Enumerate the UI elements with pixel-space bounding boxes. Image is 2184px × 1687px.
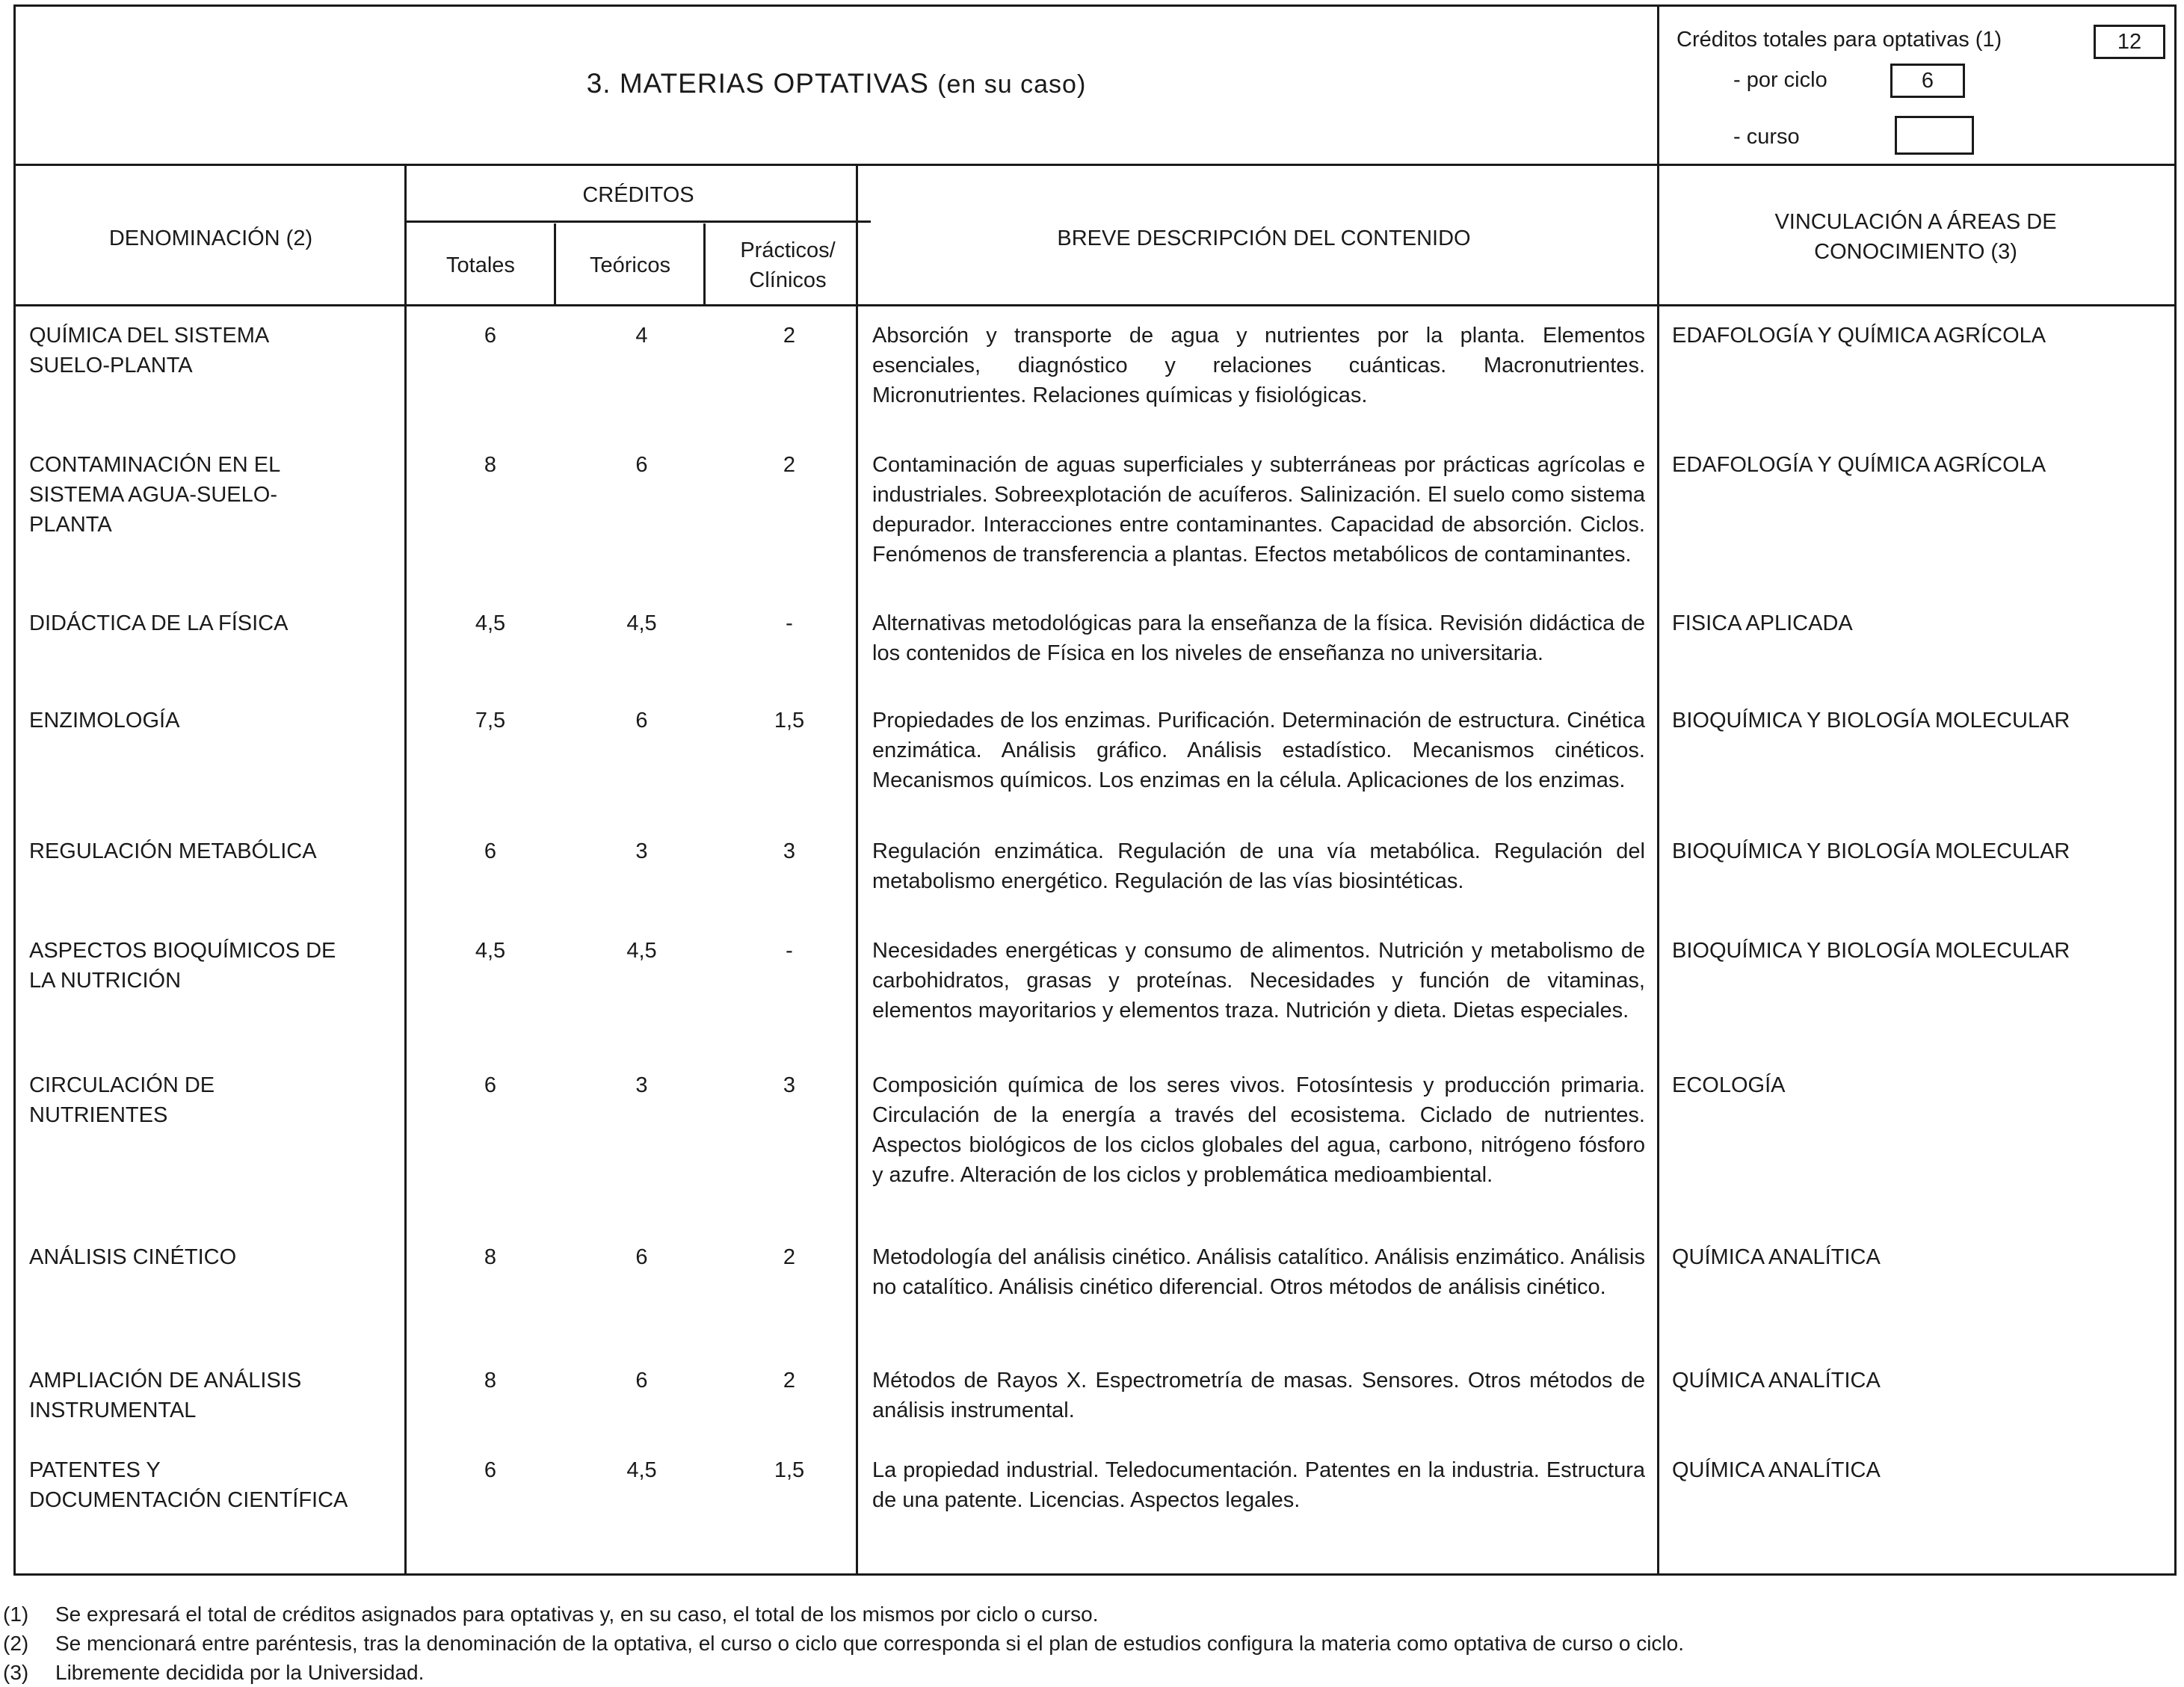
section-header [16, 7, 2174, 166]
col-theory-header: Teóricos [590, 253, 670, 277]
subject-name-line: NUTRIENTES [29, 1103, 168, 1127]
credits-practice: 1,5 [774, 709, 805, 733]
credits-theory: 4 [635, 324, 648, 348]
credits-theory: 3 [635, 839, 648, 863]
col-area-header-line1: VINCULACIÓN A ÁREAS DE [1774, 210, 2057, 234]
subject-description: Contaminación de aguas superficiales y subterráneas por prácticas agrícolas e industriales. Sobreexplotación de acuíferos. Salinización. El suelo como sistema depurador. Interacciones entre contaminantes. Capacidad de absorción. Ciclos. Fenómenos de transferencia a plantas. Efectos metabólicos de contaminantes. [872, 453, 1645, 567]
subject-name-line: SISTEMA AGUA-SUELO- [29, 483, 277, 507]
footnote-1-mark: (1) [3, 1603, 29, 1626]
subject-name-line: REGULACIÓN METABÓLICA [29, 839, 317, 863]
credits-total: 6 [484, 1458, 497, 1482]
credits-practice: 2 [783, 453, 796, 477]
credits-total: 4,5 [475, 939, 506, 963]
subject-name [29, 321, 403, 380]
credits-theory: 4,5 [626, 939, 657, 963]
credits-total: 6 [484, 839, 497, 863]
col-rule-description [1657, 164, 1659, 1573]
subject-name-line: AMPLIACIÓN DE ANÁLISIS [29, 1369, 302, 1393]
footnotes [3, 1600, 2171, 1687]
knowledge-area: BIOQUÍMICA Y BIOLOGÍA MOLECULAR [1672, 709, 2070, 733]
subject-name-line: LA NUTRICIÓN [29, 969, 182, 993]
total-credits-box: 12 [2094, 25, 2165, 59]
subject-name [29, 608, 403, 638]
footnote-3-mark: (3) [3, 1661, 29, 1684]
subject-name [29, 836, 403, 866]
footnote-1-text: Se expresará el total de créditos asignados para optativas y, en su caso, el total de los mismos por ciclo o curso. [55, 1603, 1099, 1626]
credits-total: 6 [484, 1073, 497, 1097]
subject-name-line: ASPECTOS BIOQUÍMICOS DE [29, 939, 336, 963]
per-cycle-label: - por ciclo [1733, 68, 1827, 92]
knowledge-area: FISICA APLICADA [1672, 611, 1853, 635]
credits-practice: 2 [783, 324, 796, 348]
subject-name-line: DIDÁCTICA DE LA FÍSICA [29, 611, 289, 635]
col-description-header: BREVE DESCRIPCIÓN DEL CONTENIDO [1057, 226, 1471, 250]
knowledge-area: BIOQUÍMICA Y BIOLOGÍA MOLECULAR [1672, 939, 2070, 963]
subject-name-line: INSTRUMENTAL [29, 1398, 197, 1422]
credits-theory: 6 [635, 453, 648, 477]
knowledge-area: QUÍMICA ANALÍTICA [1672, 1369, 1881, 1393]
subject-name-line: SUELO-PLANTA [29, 354, 193, 377]
subject-name [29, 1242, 403, 1272]
knowledge-area: ECOLOGÍA [1672, 1073, 1786, 1097]
subject-description: Métodos de Rayos X. Espectrometría de masas. Sensores. Otros métodos de análisis instrumental. [872, 1369, 1645, 1422]
credits-total: 6 [484, 324, 497, 348]
credits-practice: - [786, 611, 793, 635]
credits-practice: 3 [783, 1073, 796, 1097]
subject-name [29, 450, 403, 540]
credits-practice: - [786, 939, 793, 963]
credits-theory: 6 [635, 1369, 648, 1393]
knowledge-area: BIOQUÍMICA Y BIOLOGÍA MOLECULAR [1672, 839, 2070, 863]
subject-name-line: DOCUMENTACIÓN CIENTÍFICA [29, 1488, 348, 1512]
subject-name-line: CONTAMINACIÓN EN EL [29, 453, 281, 477]
col-total-header: Totales [446, 253, 515, 277]
knowledge-area: EDAFOLOGÍA Y QUÍMICA AGRÍCOLA [1672, 453, 2046, 477]
subject-name-line: QUÍMICA DEL SISTEMA [29, 324, 270, 348]
knowledge-area: QUÍMICA ANALÍTICA [1672, 1245, 1881, 1269]
section-title-text: 3. MATERIAS OPTATIVAS [586, 68, 929, 99]
knowledge-area: EDAFOLOGÍA Y QUÍMICA AGRÍCOLA [1672, 324, 2046, 348]
col-practice-header-line1: Prácticos/ [740, 238, 836, 262]
section-subtitle: (en su caso) [937, 70, 1087, 99]
credits-practice: 2 [783, 1245, 796, 1269]
col-area-header [1657, 207, 2174, 267]
footnote-2-text: Se mencionará entre paréntesis, tras la denominación de la optativa, el curso o ciclo que corresponda si el plan de estudios configura la materia como optativa de curso o ciclo. [55, 1632, 1684, 1655]
footnote-2 [3, 1629, 2171, 1658]
subject-description: Composición química de los seres vivos. Fotosíntesis y producción primaria. Circulación de la energía a través del ecosistema. Ciclado de nutrientes. Aspectos biológicos de los ciclos globales del agua, carbono, nitrógeno fósforo y azufre. Alteración de los ciclos y problemática medioambiental. [872, 1073, 1645, 1187]
col-name-header: DENOMINACIÓN (2) [108, 226, 313, 250]
col-area-header-line2: CONOCIMIENTO (3) [1814, 240, 2017, 264]
credits-theory: 4,5 [626, 1458, 657, 1482]
col-rule-theory [703, 223, 706, 306]
subject-description: Metodología del análisis cinético. Análisis catalítico. Análisis enzimático. Análisis no catalítico. Análisis cinético diferencial. Otros métodos de análisis cinético. [872, 1245, 1645, 1299]
credits-theory: 6 [635, 1245, 648, 1269]
per-course-label: - curso [1733, 125, 1800, 149]
credits-header-rule [406, 220, 871, 223]
subject-name [29, 1455, 403, 1515]
subject-name-line: CIRCULACIÓN DE [29, 1073, 215, 1097]
footnote-3 [3, 1658, 2171, 1687]
subject-description: Alternativas metodológicas para la enseñanza de la física. Revisión didáctica de los contenidos de Física en los niveles de enseñanza no universitaria. [872, 611, 1645, 665]
subject-description: Propiedades de los enzimas. Purificación. Determinación de estructura. Cinética enzimática. Análisis gráfico. Análisis estadístico. Mecanismos cinéticos. Mecanismos químicos. Los enzimas en la célula. Aplicaciones de los enzimas. [872, 709, 1645, 792]
header-divider [1657, 7, 1659, 164]
total-credits-label: Créditos totales para optativas (1) [1676, 28, 2002, 52]
subject-name-line: PLANTA [29, 513, 112, 537]
subject-name [29, 1070, 403, 1130]
col-rule-name [404, 164, 407, 1573]
subject-name-line: ANÁLISIS CINÉTICO [29, 1245, 237, 1269]
credits-total: 4,5 [475, 611, 506, 635]
per-course-box [1895, 116, 1974, 155]
subject-description: Absorción y transporte de agua y nutrientes por la planta. Elementos esenciales, diagnóstico y relaciones cuánticas. Macronutrientes. Micronutrientes. Relaciones químicas y fisiológicas. [872, 324, 1645, 407]
col-rule-credits [856, 164, 858, 1573]
credits-total: 7,5 [475, 709, 506, 733]
section-title [16, 68, 1657, 99]
knowledge-area: QUÍMICA ANALÍTICA [1672, 1458, 1881, 1482]
credits-theory: 6 [635, 709, 648, 733]
col-rule-total [554, 223, 556, 306]
credits-total: 8 [484, 1369, 497, 1393]
credits-theory: 4,5 [626, 611, 657, 635]
credits-theory: 3 [635, 1073, 648, 1097]
footnote-1 [3, 1600, 2171, 1629]
subject-description: Necesidades energéticas y consumo de alimentos. Nutrición y metabolismo de carbohidratos, grasas y proteínas. Necesidades y función de vitaminas, elementos mayoritarios y elementos traza. Nutrición y dieta. Dietas especiales. [872, 939, 1645, 1023]
subject-name-line: PATENTES Y [29, 1458, 161, 1482]
column-headers [16, 164, 2174, 306]
footnote-2-mark: (2) [3, 1632, 29, 1655]
credits-practice: 2 [783, 1369, 796, 1393]
subject-description: Regulación enzimática. Regulación de una vía metabólica. Regulación del metabolismo energético. Regulación de las vías biosintéticas. [872, 839, 1645, 893]
credits-total: 8 [484, 1245, 497, 1269]
optional-subjects-table [13, 4, 2177, 1576]
subject-name [29, 936, 403, 996]
credits-practice: 1,5 [774, 1458, 805, 1482]
col-practice-header-line2: Clínicos [749, 268, 827, 292]
subject-name-line: ENZIMOLOGÍA [29, 709, 180, 733]
per-cycle-box: 6 [1890, 64, 1965, 98]
credits-practice: 3 [783, 839, 796, 863]
col-practice-header [705, 235, 871, 295]
subject-name [29, 1366, 403, 1425]
credits-total: 8 [484, 453, 497, 477]
footnote-3-text: Libremente decidida por la Universidad. [55, 1661, 425, 1684]
col-credits-header: CRÉDITOS [582, 183, 694, 207]
subject-name [29, 706, 403, 735]
subject-description: La propiedad industrial. Teledocumentación. Patentes en la industria. Estructura de una patente. Licencias. Aspectos legales. [872, 1458, 1645, 1512]
